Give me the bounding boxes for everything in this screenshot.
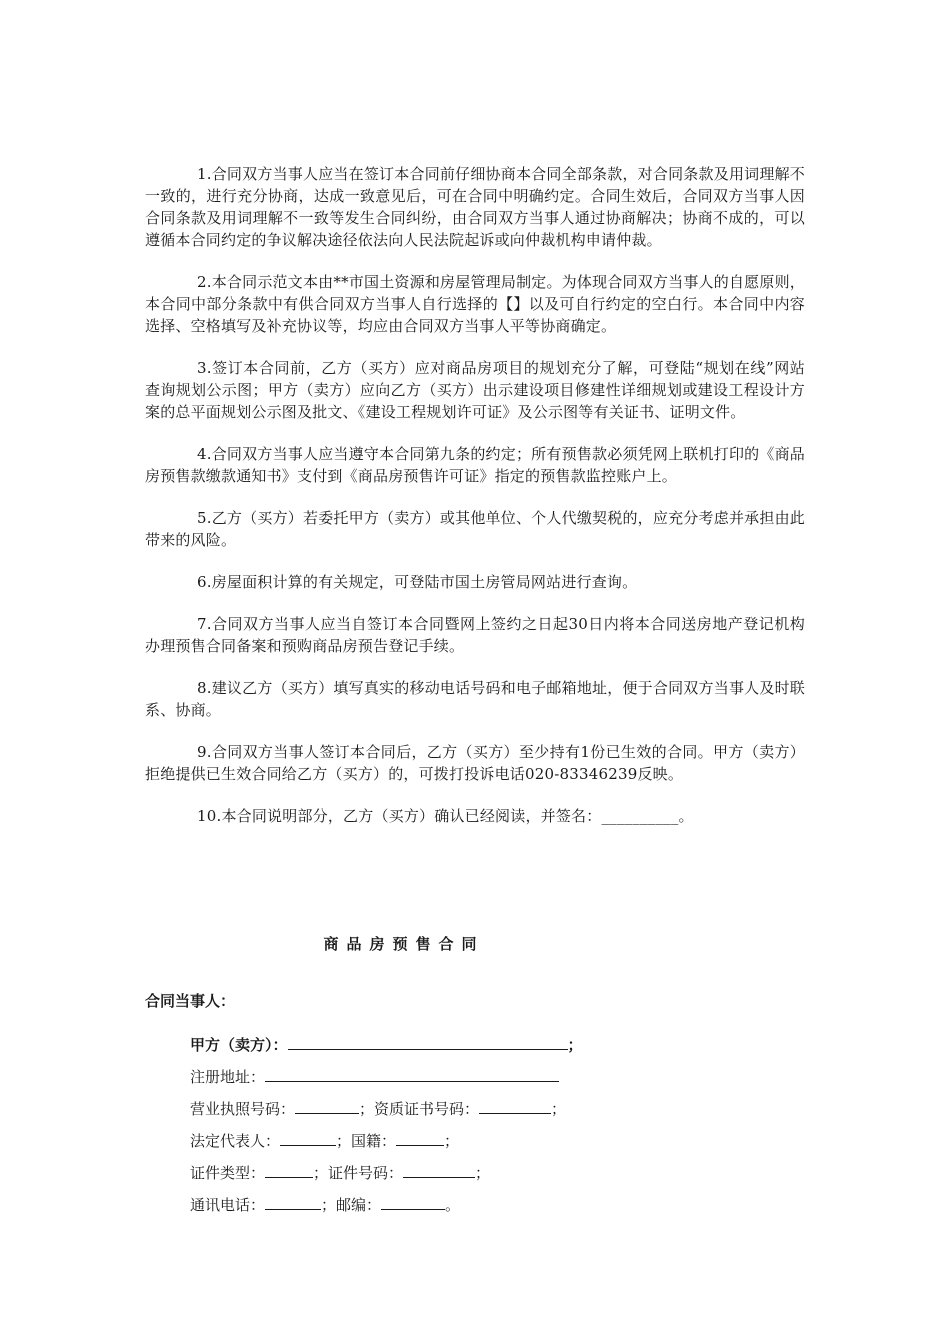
postcode-blank[interactable]	[381, 1194, 445, 1210]
license-row-end: ；	[551, 1100, 567, 1118]
note-8: 8.建议乙方（买方）填写真实的移动电话号码和电子邮箱地址，便于合同双方当事人及时联系、协商。	[145, 679, 805, 719]
id-row	[190, 1162, 490, 1183]
id-number-blank[interactable]	[403, 1162, 475, 1178]
address-label: 注册地址：	[190, 1068, 266, 1086]
note-5: 5.乙方（买方）若委托甲方（卖方）或其他单位、个人代缴契税的，应充分考虑并承担由此带来的风险。	[145, 509, 805, 549]
qualification-blank[interactable]	[479, 1098, 551, 1114]
contract-notes	[145, 163, 805, 847]
nationality-blank[interactable]	[396, 1130, 444, 1146]
note-1: 1.合同双方当事人应当在签订本合同前仔细协商本合同全部条款，对合同条款及用词理解不一致的，进行充分协商，达成一致意见后，可在合同中明确约定。合同生效后，合同双方当事人因合同条款及用词理解不一致等发生合同纠纷，由合同双方当事人通过协商解决；协商不成的，可以遵循本合同约定的争议解决途径依法向人民法院起诉或向仲裁机构申请仲裁。	[145, 165, 805, 249]
qualification-label: ；资质证书号码：	[359, 1100, 480, 1118]
parties-label: 合同当事人：	[145, 992, 236, 1010]
contract-title: 商品房预售合同	[323, 935, 485, 953]
representative-label: 法定代表人：	[190, 1132, 281, 1150]
seller-row	[190, 1034, 583, 1055]
license-label: 营业执照号码：	[190, 1100, 296, 1118]
id-type-label: 证件类型：	[190, 1164, 266, 1182]
seller-name-blank[interactable]	[288, 1034, 568, 1050]
license-blank[interactable]	[295, 1098, 359, 1114]
note-9: 9.合同双方当事人签订本合同后，乙方（买方）至少持有1份已生效的合同。甲方（卖方）拒绝提供已生效合同给乙方（买方）的，可拨打投诉电话020-83346239反映。	[145, 743, 805, 783]
seller-end: ；	[567, 1036, 583, 1054]
note-2: 2.本合同示范文本由**市国土资源和房屋管理局制定。为体现合同双方当事人的自愿原则，本合同中部分条款中有供合同双方当事人自行选择的【】以及可自行约定的空白行。本合同中内容选择、空格填写及补充协议等，均应由合同双方当事人平等协商确定。	[145, 273, 805, 335]
id-number-label: ；证件号码：	[313, 1164, 404, 1182]
license-row	[190, 1098, 566, 1119]
seller-label: 甲方（卖方）：	[190, 1036, 288, 1054]
representative-row	[190, 1130, 459, 1151]
contact-row-end: 。	[445, 1196, 461, 1214]
address-row	[190, 1066, 559, 1087]
note-3: 3.签订本合同前，乙方（买方）应对商品房项目的规划充分了解，可登陆“规划在线”网站查询规划公示图；甲方（卖方）应向乙方（买方）出示建设项目修建性详细规划或建设工程设计方案的总平面规划公示图及批文、《建设工程规划许可证》及公示图等有关证书、证明文件。	[145, 359, 805, 421]
nationality-label: ；国籍：	[336, 1132, 397, 1150]
phone-blank[interactable]	[265, 1194, 321, 1210]
representative-row-end: ；	[444, 1132, 460, 1150]
postcode-label: ；邮编：	[321, 1196, 382, 1214]
address-blank[interactable]	[265, 1066, 559, 1082]
representative-blank[interactable]	[280, 1130, 336, 1146]
note-6: 6.房屋面积计算的有关规定，可登陆市国土房管局网站进行查询。	[197, 573, 638, 591]
note-10: 10.本合同说明部分，乙方（买方）确认已经阅读，并签名：__________。	[197, 807, 694, 825]
id-row-end: ；	[475, 1164, 491, 1182]
phone-label: 通讯电话：	[190, 1196, 266, 1214]
note-7: 7.合同双方当事人应当自签订本合同暨网上签约之日起30日内将本合同送房地产登记机构办理预售合同备案和预购商品房预告登记手续。	[145, 615, 805, 655]
note-4: 4.合同双方当事人应当遵守本合同第九条的约定；所有预售款必须凭网上联机打印的《商品房预售款缴款通知书》支付到《商品房预售许可证》指定的预售款监控账户上。	[145, 445, 805, 485]
id-type-blank[interactable]	[265, 1162, 313, 1178]
contact-row	[190, 1194, 460, 1215]
